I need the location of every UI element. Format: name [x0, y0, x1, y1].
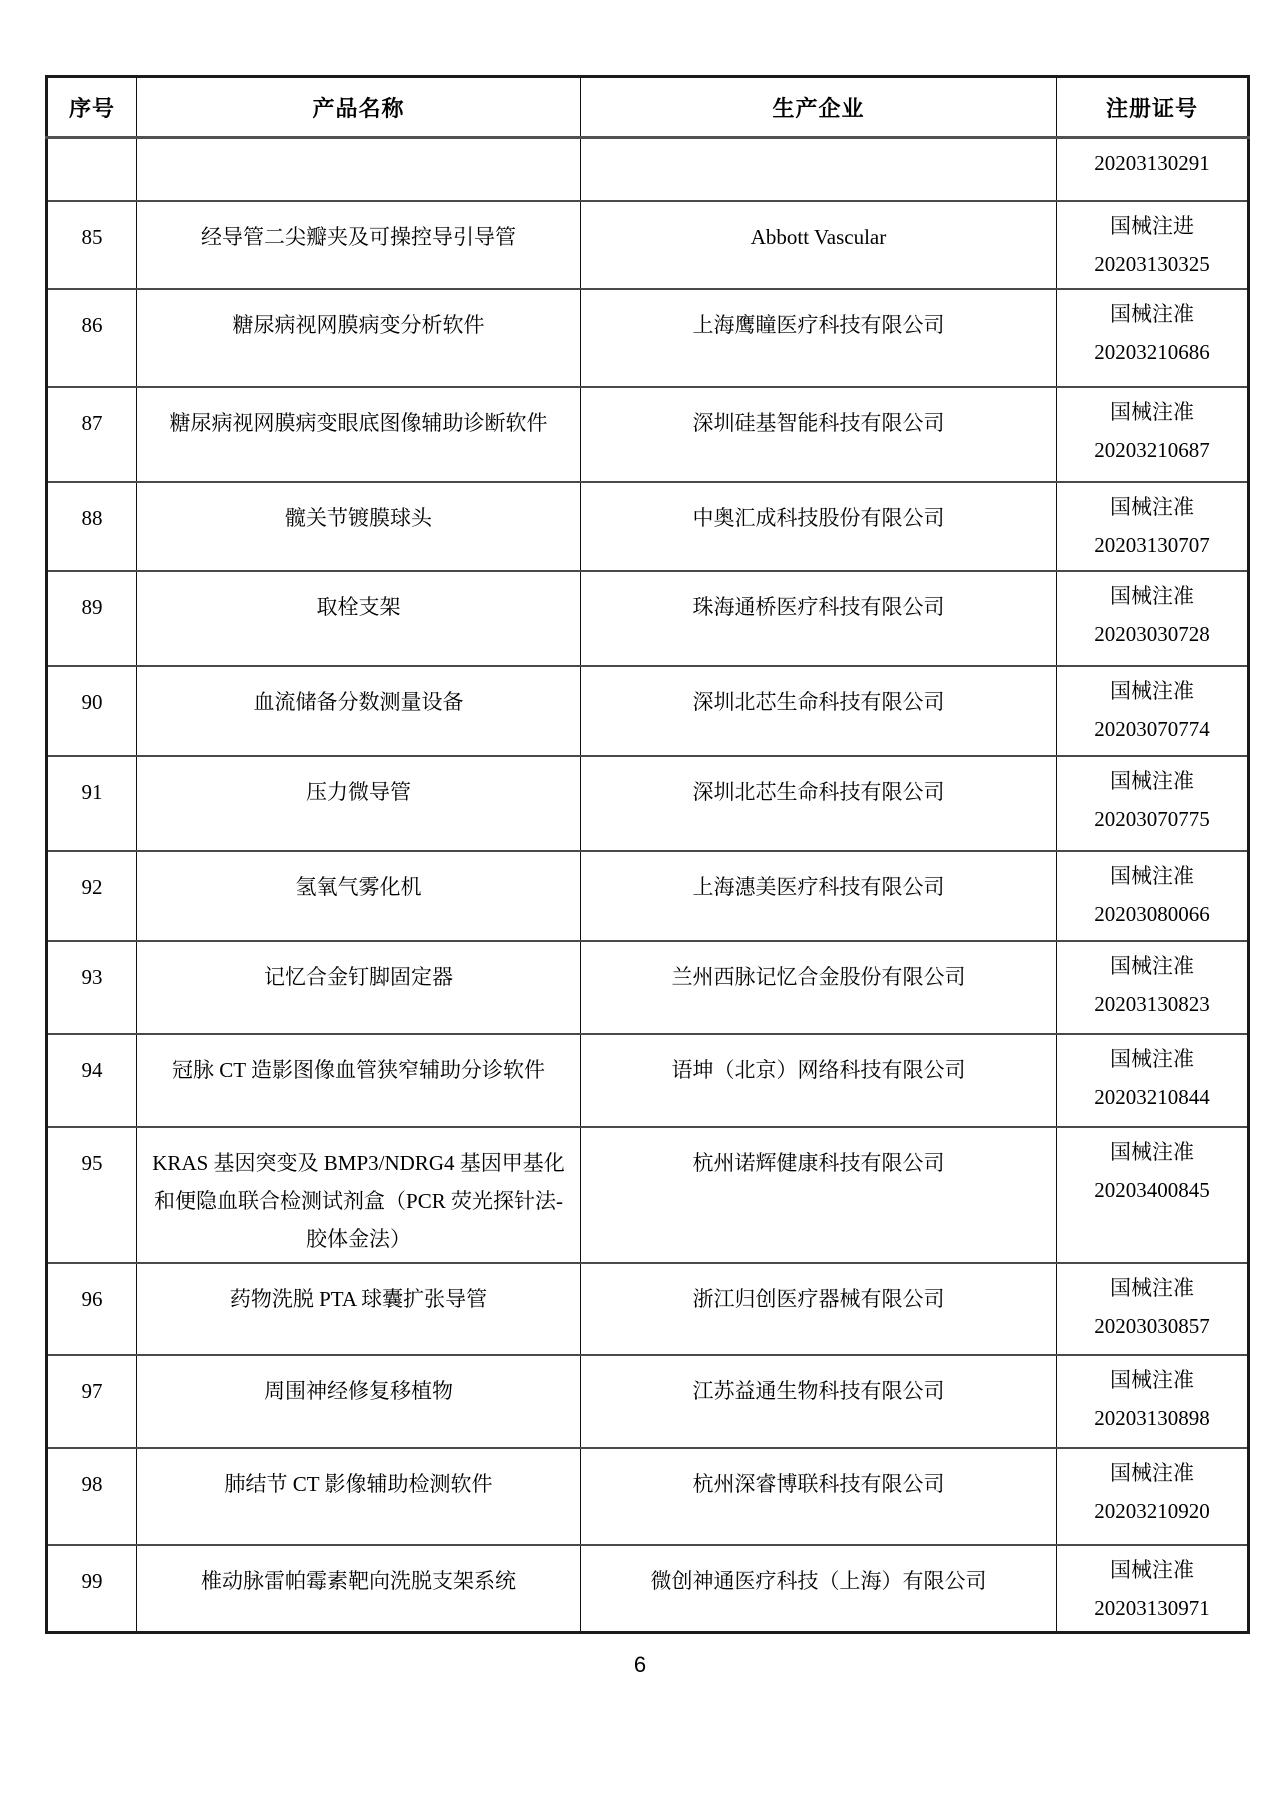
- product-name-text: 冠脉 CT 造影图像血管狭窄辅助分诊软件: [172, 1057, 545, 1082]
- cell-registration-no: [1057, 941, 1249, 1034]
- table-row: [47, 1263, 1249, 1355]
- cell-seq-no: [47, 1448, 137, 1545]
- cell-product-name: [137, 1448, 581, 1545]
- cell-seq-no: [47, 941, 137, 1034]
- registration-number-text: 20203130325: [1094, 251, 1210, 276]
- cell-product-name: [137, 482, 581, 571]
- registration-number-text: 20203070775: [1094, 806, 1210, 831]
- registration-number-text: 20203030857: [1094, 1313, 1210, 1338]
- registration-number-text: 20203210687: [1094, 437, 1210, 462]
- product-name-text: 取栓支架: [316, 594, 401, 619]
- cell-registration-no: [1057, 482, 1249, 571]
- cell-seq-no: [47, 1263, 137, 1355]
- registration-prefix-text: 国械注准: [1110, 1046, 1194, 1071]
- cell-product-name: [137, 666, 581, 756]
- header-product-name: 产品名称: [137, 77, 581, 138]
- seq-no-text: 86: [81, 312, 103, 337]
- seq-no-text: 94: [81, 1057, 103, 1082]
- manufacturer-text: 深圳北芯生命科技有限公司: [692, 779, 945, 804]
- registration-number-text: 20203210844: [1094, 1084, 1210, 1109]
- registration-number-text: 20203080066: [1094, 901, 1210, 926]
- registration-prefix-text: 国械注准: [1110, 1460, 1194, 1485]
- cell-registration-no: [1057, 1448, 1249, 1545]
- cell-product-name: [137, 1263, 581, 1355]
- cell-manufacturer: [581, 1263, 1057, 1355]
- table-row: [47, 1448, 1249, 1545]
- cell-manufacturer: [581, 387, 1057, 482]
- registration-prefix-text: 国械注准: [1110, 583, 1194, 608]
- table-row: [47, 666, 1249, 756]
- cell-manufacturer: [581, 201, 1057, 289]
- seq-no-text: 89: [81, 594, 103, 619]
- cell-seq-no: [47, 851, 137, 941]
- manufacturer-text: Abbott Vascular: [750, 224, 887, 249]
- registration-number-text: 20203130971: [1094, 1595, 1210, 1620]
- cell-registration-no: [1057, 138, 1249, 201]
- registration-prefix-text: 国械注准: [1110, 494, 1194, 519]
- cell-registration-no: [1057, 387, 1249, 482]
- cell-manufacturer: [581, 1545, 1057, 1633]
- manufacturer-text: 杭州诺辉健康科技有限公司: [692, 1150, 945, 1175]
- cell-product-name: [137, 851, 581, 941]
- cell-seq-no: [47, 1545, 137, 1633]
- table-row: [47, 289, 1249, 387]
- cell-product-name: [137, 138, 581, 201]
- cell-seq-no: [47, 201, 137, 289]
- registration-number-text: 20203030728: [1094, 621, 1210, 646]
- product-name-text: 经导管二尖瓣夹及可操控导引导管: [201, 224, 516, 249]
- cell-seq-no: [47, 387, 137, 482]
- table-row: [47, 138, 1249, 201]
- registration-table: [45, 75, 1250, 1634]
- manufacturer-text: 上海潓美医疗科技有限公司: [692, 874, 945, 899]
- cell-product-name: [137, 1545, 581, 1633]
- registration-number-text: 20203130898: [1094, 1405, 1210, 1430]
- product-name-text: 椎动脉雷帕霉素靶向洗脱支架系统: [201, 1568, 516, 1593]
- cell-registration-no: [1057, 201, 1249, 289]
- cell-registration-no: [1057, 666, 1249, 756]
- cell-manufacturer: [581, 571, 1057, 666]
- cell-product-name: [137, 571, 581, 666]
- registration-number-text: 20203130823: [1094, 991, 1210, 1016]
- table-row: [47, 1545, 1249, 1633]
- cell-registration-no: [1057, 851, 1249, 941]
- cell-registration-no: [1057, 1127, 1249, 1263]
- seq-no-text: 91: [81, 779, 103, 804]
- cell-registration-no: [1057, 1355, 1249, 1448]
- cell-manufacturer: [581, 1034, 1057, 1127]
- cell-product-name: [137, 289, 581, 387]
- table-header-row: [47, 77, 1249, 138]
- cell-manufacturer: [581, 1355, 1057, 1448]
- cell-product-name: [137, 387, 581, 482]
- header-registration-no: 注册证号: [1057, 77, 1249, 138]
- product-name-text: 药物洗脱 PTA 球囊扩张导管: [229, 1286, 488, 1311]
- product-name-text: 糖尿病视网膜病变眼底图像辅助诊断软件: [169, 410, 548, 435]
- cell-seq-no: [47, 482, 137, 571]
- header-manufacturer: 生产企业: [581, 77, 1057, 138]
- manufacturer-text: 上海鹰瞳医疗科技有限公司: [692, 312, 945, 337]
- product-name-text: 糖尿病视网膜病变分析软件: [232, 312, 485, 337]
- product-name-text: 记忆合金钉脚固定器: [264, 964, 453, 989]
- manufacturer-text: 中奥汇成科技股份有限公司: [692, 505, 945, 530]
- cell-seq-no: [47, 756, 137, 851]
- cell-manufacturer: [581, 289, 1057, 387]
- cell-registration-no: [1057, 289, 1249, 387]
- cell-registration-no: [1057, 1034, 1249, 1127]
- cell-seq-no: [47, 1127, 137, 1263]
- cell-registration-no: [1057, 756, 1249, 851]
- registration-prefix-text: 国械注准: [1110, 301, 1194, 326]
- registration-prefix-text: 国械注准: [1110, 1139, 1194, 1164]
- cell-manufacturer: [581, 666, 1057, 756]
- seq-no-text: 98: [81, 1471, 103, 1496]
- seq-no-text: 85: [81, 224, 103, 249]
- cell-manufacturer: [581, 138, 1057, 201]
- manufacturer-text: 江苏益通生物科技有限公司: [692, 1378, 945, 1403]
- seq-no-text: 88: [81, 505, 103, 530]
- seq-no-text: 99: [81, 1568, 103, 1593]
- table-row: [47, 482, 1249, 571]
- cell-manufacturer: [581, 1127, 1057, 1263]
- cell-registration-no: [1057, 1263, 1249, 1355]
- registration-prefix-text: 国械注准: [1110, 768, 1194, 793]
- registration-number-text: 20203070774: [1094, 716, 1210, 741]
- table-row: [47, 941, 1249, 1034]
- manufacturer-text: 珠海通桥医疗科技有限公司: [692, 594, 945, 619]
- registration-prefix-text: 国械注进: [1110, 213, 1194, 238]
- registration-number-text: 20203130707: [1094, 532, 1210, 557]
- cell-seq-no: [47, 571, 137, 666]
- registration-prefix-text: 国械注准: [1110, 678, 1194, 703]
- cell-product-name: [137, 1034, 581, 1127]
- table-row: [47, 1355, 1249, 1448]
- manufacturer-text: 语坤（北京）网络科技有限公司: [671, 1057, 966, 1082]
- table-row: [47, 387, 1249, 482]
- page-number: 6: [633, 1652, 647, 1677]
- table-row: [47, 756, 1249, 851]
- registration-number-text: 20203130291: [1094, 151, 1210, 175]
- cell-seq-no: [47, 1034, 137, 1127]
- cell-product-name: [137, 201, 581, 289]
- cell-seq-no: [47, 138, 137, 201]
- registration-number-text: 20203210920: [1094, 1498, 1210, 1523]
- registration-prefix-text: 国械注准: [1110, 1275, 1194, 1300]
- product-name-text: 周围神经修复移植物: [264, 1378, 453, 1403]
- cell-product-name: [137, 941, 581, 1034]
- product-name-text: 氢氧气雾化机: [295, 874, 422, 899]
- manufacturer-text: 兰州西脉记忆合金股份有限公司: [671, 964, 966, 989]
- table-row: [47, 201, 1249, 289]
- product-name-text: 髋关节镀膜球头: [285, 505, 432, 530]
- registration-prefix-text: 国械注准: [1110, 863, 1194, 888]
- registration-number-text: 20203400845: [1094, 1177, 1210, 1202]
- product-name-text: 肺结节 CT 影像辅助检测软件: [224, 1471, 493, 1496]
- cell-product-name: [137, 756, 581, 851]
- cell-seq-no: [47, 289, 137, 387]
- product-name-text: KRAS 基因突变及 BMP3/NDRG4 基因甲基化和便隐血联合检测试剂盒（PCR 荧光探针法-胶体金法）: [152, 1150, 565, 1251]
- seq-no-text: 87: [81, 410, 103, 435]
- header-seq-no: 序号: [47, 77, 137, 138]
- registration-prefix-text: 国械注准: [1110, 953, 1194, 978]
- cell-manufacturer: [581, 941, 1057, 1034]
- seq-no-text: 96: [81, 1286, 103, 1311]
- table-row: [47, 571, 1249, 666]
- manufacturer-text: 浙江归创医疗器械有限公司: [692, 1286, 945, 1311]
- table-row: [47, 1127, 1249, 1263]
- manufacturer-text: 深圳北芯生命科技有限公司: [692, 689, 945, 714]
- registration-prefix-text: 国械注准: [1110, 399, 1194, 424]
- cell-registration-no: [1057, 1545, 1249, 1633]
- cell-manufacturer: [581, 1448, 1057, 1545]
- cell-seq-no: [47, 666, 137, 756]
- table-row: [47, 1034, 1249, 1127]
- seq-no-text: 93: [81, 964, 103, 989]
- cell-manufacturer: [581, 482, 1057, 571]
- cell-product-name: [137, 1127, 581, 1263]
- cell-registration-no: [1057, 571, 1249, 666]
- registration-prefix-text: 国械注准: [1110, 1367, 1194, 1392]
- cell-product-name: [137, 1355, 581, 1448]
- seq-no-text: 97: [81, 1378, 103, 1403]
- cell-manufacturer: [581, 756, 1057, 851]
- manufacturer-text: 微创神通医疗科技（上海）有限公司: [650, 1568, 987, 1593]
- table-row: [47, 851, 1249, 941]
- product-name-text: 压力微导管: [306, 779, 411, 804]
- registration-prefix-text: 国械注准: [1110, 1557, 1194, 1582]
- manufacturer-text: 深圳硅基智能科技有限公司: [692, 410, 945, 435]
- product-name-text: 血流储备分数测量设备: [253, 689, 464, 714]
- seq-no-text: 90: [81, 689, 103, 714]
- cell-seq-no: [47, 1355, 137, 1448]
- seq-no-text: 95: [81, 1150, 103, 1175]
- registration-number-text: 20203210686: [1094, 339, 1210, 364]
- manufacturer-text: 杭州深睿博联科技有限公司: [692, 1471, 945, 1496]
- cell-manufacturer: [581, 851, 1057, 941]
- table-body: [47, 138, 1249, 1633]
- seq-no-text: 92: [81, 874, 103, 899]
